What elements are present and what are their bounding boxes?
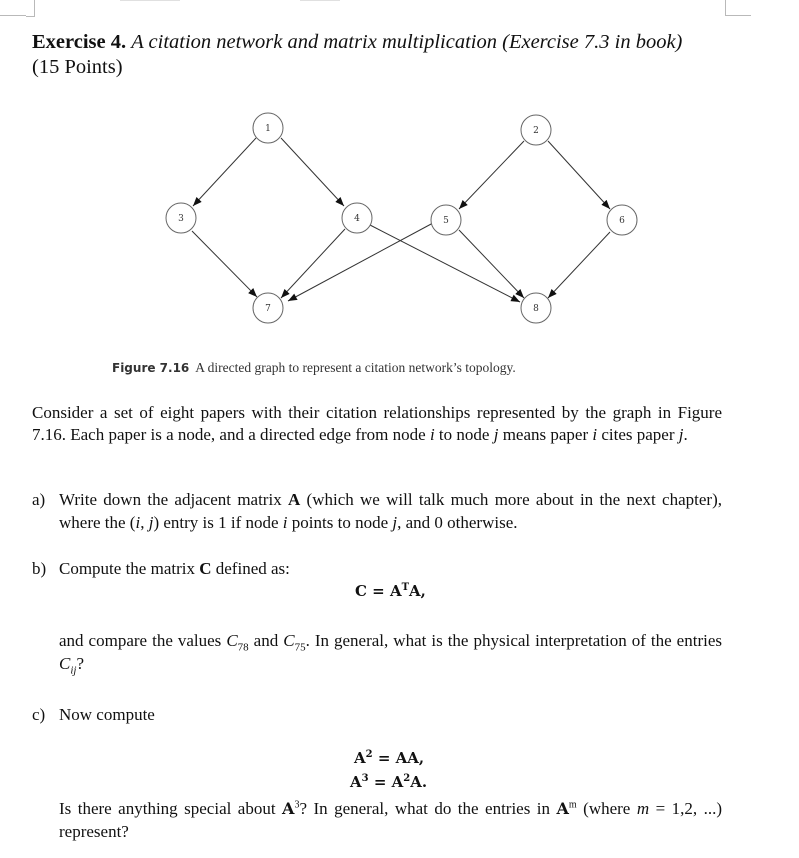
part-b-text: Compute the matrix C defined as: xyxy=(59,559,290,578)
part-b-label: b) xyxy=(32,559,47,578)
graph-node xyxy=(253,293,283,323)
intro-paragraph: Consider a set of eight papers with their citation relationships represented by the graph in Figure 7.16. Each paper is a node, and a directed edge from node i to node j means paper i cites paper j. xyxy=(32,403,722,444)
svg-text:7: 7 xyxy=(265,304,271,314)
edge-2-6 xyxy=(548,141,610,209)
edge-5-7 xyxy=(288,223,433,301)
part-c-label: c) xyxy=(32,705,46,724)
part-c-text: Now compute xyxy=(59,705,155,724)
svg-text:2: 2 xyxy=(533,126,539,136)
graph-node xyxy=(607,205,637,235)
graph-node xyxy=(342,203,372,233)
part-b-question: and compare the values $C_{78}$ and $C_{75}$. In general, what is the physical interpretation of the entries $C_{ij}$? xyxy=(59,631,723,677)
citation-graph xyxy=(0,105,799,330)
edge-1-3 xyxy=(193,138,256,206)
edge-2-5 xyxy=(459,141,524,209)
figure-caption-text: A directed graph to represent a citation network’s topology. xyxy=(195,360,516,375)
edge-3-7 xyxy=(192,231,257,297)
page-corner-mark-right-h xyxy=(725,15,751,16)
exercise-title xyxy=(32,30,732,80)
svg-text:5: 5 xyxy=(443,216,449,226)
svg-text:1: 1 xyxy=(265,124,271,134)
graph-node xyxy=(521,115,551,145)
exercise-label: Exercise 4. xyxy=(32,31,127,53)
svg-text:8: 8 xyxy=(533,304,539,314)
graph-node xyxy=(521,293,551,323)
equation-a2: $A^2$ = AA, xyxy=(354,749,425,767)
exercise-points: (15 Points) xyxy=(32,56,123,78)
page-corner-mark-right xyxy=(725,0,726,16)
page-corner-mark-left xyxy=(26,0,35,17)
svg-text:6: 6 xyxy=(619,216,625,226)
graph-node xyxy=(253,113,283,143)
page-top-rule-2 xyxy=(300,0,340,1)
svg-text:3: 3 xyxy=(178,214,184,224)
part-c xyxy=(32,703,722,726)
page-corner-mark-left-h xyxy=(0,15,26,16)
exercise-title-text: A citation network and matrix multiplication (Exercise 7.3 in book) xyxy=(131,31,683,53)
edge-1-4 xyxy=(281,138,344,206)
page-top-rule xyxy=(120,0,180,1)
part-a-label: a) xyxy=(32,490,46,509)
equation-c: $C = A^TA$, xyxy=(355,582,426,600)
part-b xyxy=(32,557,722,580)
part-a-text: Write down the adjacent matrix A (which we will talk much more about in the next chapter), where the (i, j) entry is 1 if node i points to node j, and 0 otherwise. xyxy=(59,490,722,532)
edge-4-8 xyxy=(370,225,520,302)
graph-node xyxy=(431,205,461,235)
figure-caption xyxy=(112,360,516,376)
graph-node xyxy=(166,203,196,233)
equation-a3: $A^3 = A^2A$. xyxy=(350,773,428,791)
part-a xyxy=(32,488,722,534)
figure-number: Figure 7.16 xyxy=(112,361,190,375)
edge-6-8 xyxy=(548,232,610,298)
svg-text:4: 4 xyxy=(354,214,360,224)
part-c-question: Is there anything special about $A^3$? In general, what do the entries in $A^m$ (where m = 1,2, ...) represent? xyxy=(59,799,722,841)
